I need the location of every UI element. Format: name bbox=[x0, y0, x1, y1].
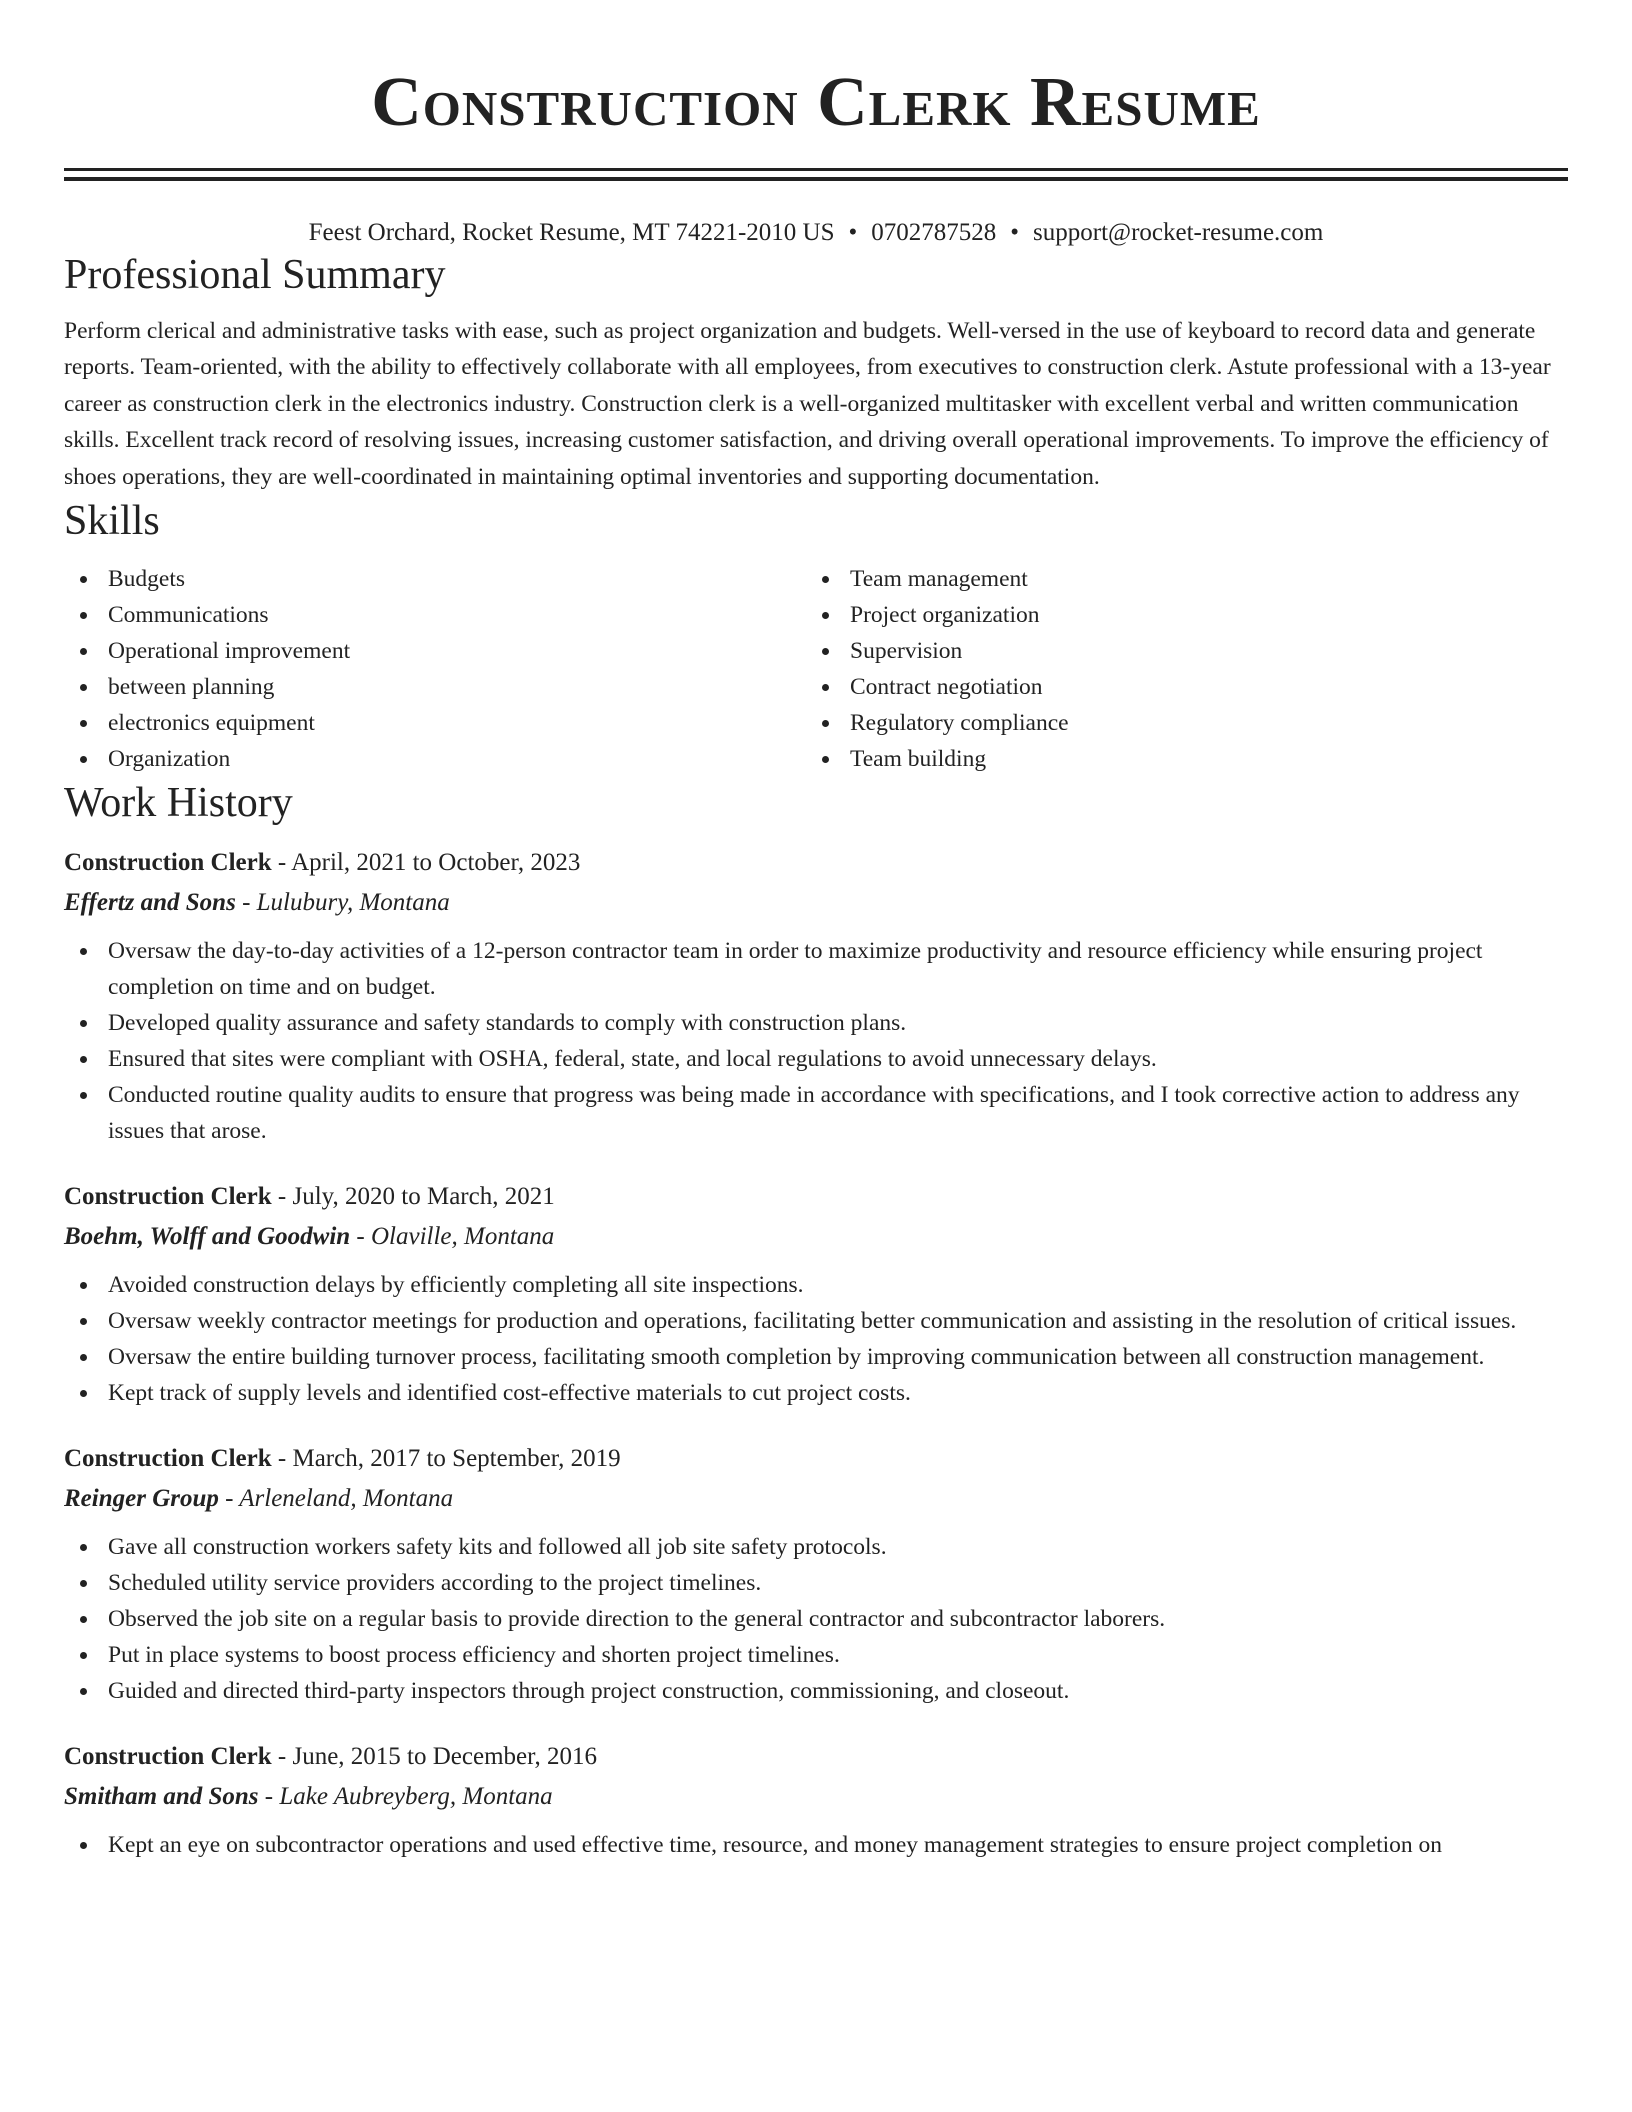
job-title-line: Construction Clerk - July, 2020 to March, 2021 bbox=[64, 1183, 555, 1211]
skill-item: Contract negotiation bbox=[806, 669, 1548, 705]
job-role: Construction Clerk bbox=[64, 1183, 272, 1211]
job-entry bbox=[64, 1737, 1568, 1863]
job-company-line: Effertz and Sons - Lulubury, Montana bbox=[64, 889, 450, 917]
job-role: Construction Clerk bbox=[64, 1445, 272, 1473]
skills-list bbox=[64, 561, 1568, 777]
job-duty: Oversaw the day-to-day activities of a 12-person contractor team in order to maximize productivity and resource efficiency while ensuring project completion on time and on budget. bbox=[64, 933, 1568, 1005]
job-title-line: Construction Clerk - April, 2021 to October, 2023 bbox=[64, 849, 581, 877]
job-duty: Developed quality assurance and safety standards to comply with construction plans. bbox=[64, 1005, 1568, 1041]
job-dates: June, 2015 to December, 2016 bbox=[292, 1743, 597, 1771]
skills-column-left bbox=[64, 561, 806, 777]
job-duty: Avoided construction delays by efficiently completing all site inspections. bbox=[64, 1267, 1568, 1303]
job-duty: Scheduled utility service providers according to the project timelines. bbox=[64, 1565, 1568, 1601]
skill-item: Project organization bbox=[806, 597, 1548, 633]
contact-address: Feest Orchard, Rocket Resume, MT 74221-2010 US bbox=[308, 219, 835, 246]
contact-line bbox=[64, 217, 1568, 249]
job-company-line: Boehm, Wolff and Goodwin - Olaville, Montana bbox=[64, 1223, 555, 1251]
skill-item: Budgets bbox=[64, 561, 806, 597]
job-company-line: Smitham and Sons - Lake Aubreyberg, Montana bbox=[64, 1783, 553, 1811]
skill-item: electronics equipment bbox=[64, 705, 806, 741]
job-duty: Conducted routine quality audits to ensure that progress was being made in accordance with specifications, and I took corrective action to address any issues that arose. bbox=[64, 1077, 1568, 1149]
job-duty: Oversaw the entire building turnover process, facilitating smooth completion by improving communication between all construction management. bbox=[64, 1339, 1568, 1375]
job-duty: Put in place systems to boost process efficiency and shorten project timelines. bbox=[64, 1637, 1568, 1673]
skill-item: Team building bbox=[806, 741, 1548, 777]
page-title: Construction Clerk Resume bbox=[371, 64, 1261, 141]
job-duties bbox=[64, 1529, 1568, 1709]
skill-item: Team management bbox=[806, 561, 1548, 597]
job-company-line: Reinger Group - Arleneland, Montana bbox=[64, 1485, 454, 1513]
job-entry bbox=[64, 1177, 1568, 1411]
job-title-line: Construction Clerk - June, 2015 to December, 2016 bbox=[64, 1743, 597, 1771]
job-dates: April, 2021 to October, 2023 bbox=[291, 849, 581, 877]
skill-item: Organization bbox=[64, 741, 806, 777]
skill-item: Communications bbox=[64, 597, 806, 633]
job-location: Olaville, Montana bbox=[371, 1223, 555, 1251]
job-entry bbox=[64, 843, 1568, 1149]
work-history-heading: Work History bbox=[64, 780, 293, 827]
job-company: Effertz and Sons bbox=[64, 889, 236, 917]
resume-page bbox=[64, 0, 1568, 1863]
job-duty: Gave all construction workers safety kits and followed all job site safety protocols. bbox=[64, 1529, 1568, 1565]
job-duties bbox=[64, 933, 1568, 1149]
contact-separator: • bbox=[1010, 219, 1020, 246]
job-company: Smitham and Sons bbox=[64, 1783, 259, 1811]
job-duty: Guided and directed third-party inspectors through project construction, commissioning, and closeout. bbox=[64, 1673, 1568, 1709]
job-duty: Kept track of supply levels and identified cost-effective materials to cut project costs. bbox=[64, 1375, 1568, 1411]
job-dates: March, 2017 to September, 2019 bbox=[292, 1445, 621, 1473]
job-duty: Ensured that sites were compliant with OSHA, federal, state, and local regulations to avoid unnecessary delays. bbox=[64, 1041, 1568, 1077]
skill-item: between planning bbox=[64, 669, 806, 705]
summary-text: Perform clerical and administrative tasks with ease, such as project organization and budgets. Well-versed in the use of keyboard to record data and generate reports. Team-oriented, with the ability to effectively collaborate with all employees, from executives to construction clerk. Astute professional with a 13-year career as construction clerk in the electronics industry. Construction clerk is a well-organized multitasker with excellent verbal and written communication skills. Excellent track record of resolving issues, increasing customer satisfaction, and driving overall operational improvements. To improve the efficiency of shoes operations, they are well-coordinated in maintaining optimal inventories and supporting documentation. bbox=[64, 318, 1551, 490]
job-title-line: Construction Clerk - March, 2017 to September, 2019 bbox=[64, 1445, 621, 1473]
title-divider bbox=[64, 168, 1568, 171]
job-role: Construction Clerk bbox=[64, 849, 272, 877]
job-duties bbox=[64, 1267, 1568, 1411]
contact-email[interactable]: support@rocket-resume.com bbox=[1033, 219, 1324, 246]
skills-column-right bbox=[806, 561, 1548, 777]
job-location: Arleneland, Montana bbox=[239, 1485, 454, 1513]
job-location: Lulubury, Montana bbox=[256, 889, 450, 917]
job-duty: Kept an eye on subcontractor operations and used effective time, resource, and money management strategies to ensure project completion on bbox=[64, 1827, 1568, 1863]
contact-separator: • bbox=[848, 219, 858, 246]
skill-item: Regulatory compliance bbox=[806, 705, 1548, 741]
job-company: Boehm, Wolff and Goodwin bbox=[64, 1223, 351, 1251]
summary-heading: Professional Summary bbox=[64, 252, 446, 298]
skills-heading: Skills bbox=[64, 498, 160, 545]
skill-item: Operational improvement bbox=[64, 633, 806, 669]
job-company: Reinger Group bbox=[64, 1485, 219, 1513]
job-duty: Oversaw weekly contractor meetings for production and operations, facilitating better communication and assisting in the resolution of critical issues. bbox=[64, 1303, 1568, 1339]
job-dates: July, 2020 to March, 2021 bbox=[292, 1183, 555, 1211]
job-role: Construction Clerk bbox=[64, 1743, 272, 1771]
title-divider-secondary bbox=[64, 177, 1568, 181]
job-duties bbox=[64, 1827, 1568, 1863]
skill-item: Supervision bbox=[806, 633, 1548, 669]
job-duty: Observed the job site on a regular basis to provide direction to the general contractor and subcontractor laborers. bbox=[64, 1601, 1568, 1637]
job-entry bbox=[64, 1439, 1568, 1709]
job-location: Lake Aubreyberg, Montana bbox=[279, 1783, 553, 1811]
contact-phone: 0702787528 bbox=[871, 219, 997, 246]
